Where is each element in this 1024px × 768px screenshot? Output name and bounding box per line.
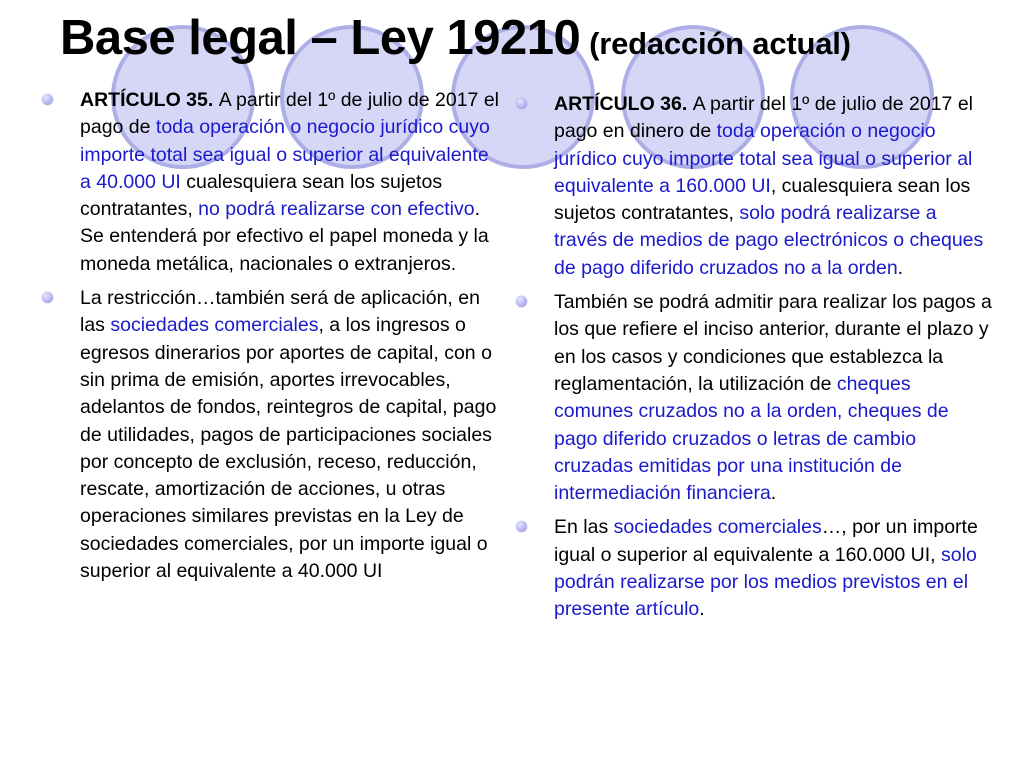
bullet-text: También se podrá admitir para realizar los pagos a los que refiere el inciso anterior, durante el plazo y en los casos y condiciones que establezca la reglamentación, la utilización de	[554, 291, 992, 395]
bullet-dot-icon	[42, 292, 53, 303]
bullet-articulo-35	[38, 87, 503, 278]
bullet-text: . Se entenderá por efectivo el papel moneda y la moneda metálica, nacionales o extranjeros.	[80, 198, 489, 275]
bullet-text: A partir del 1º de julio de 2017 el pago en dinero de	[554, 93, 973, 143]
highlighted-text: solo podrá realizarse a través de medios de pago electrónicos o cheques de pago diferido cruzados no a la orden	[554, 202, 984, 279]
slide-title-sub: (redacción actual)	[589, 26, 851, 61]
highlighted-text: sociedades comerciales	[613, 516, 822, 539]
highlighted-text: no podrá realizarse con efectivo	[198, 198, 475, 221]
bullet-dot-icon	[42, 94, 53, 105]
highlighted-text: toda operación o negocio jurídico cuyo importe total sea igual o superior al equivalente a 40.000 UI	[80, 116, 490, 193]
right-column	[512, 91, 992, 631]
right-bullet-list	[512, 91, 992, 624]
highlighted-text: solo podrán realizarse por los medios previstos en el presente artículo	[554, 543, 977, 621]
bullet-text: .	[770, 482, 777, 505]
highlighted-text: cheques comunes cruzados no a la orden, cheques de pago diferido cruzados o letras de cambio cruzadas emitidas por una institución de intermediación financiera	[554, 372, 949, 505]
bullet-dot-icon	[516, 521, 527, 532]
bullet-text: En las	[554, 516, 614, 539]
left-bullet-list	[38, 87, 503, 585]
bullet-articulo-36	[512, 91, 992, 282]
slide-title-main: Base legal – Ley 19210	[60, 11, 581, 65]
bullet-text: La restricción…también será de aplicación, en las	[80, 287, 480, 337]
article-heading: ARTÍCULO 35.	[80, 89, 219, 111]
bullet-restriccion	[38, 285, 503, 585]
bullet-tambien	[512, 289, 992, 507]
slide-title	[60, 11, 851, 65]
bullet-text: , cualesquiera sean los sujetos contratantes,	[554, 174, 971, 225]
highlighted-text: sociedades comerciales	[110, 314, 319, 337]
bullet-dot-icon	[516, 296, 527, 307]
bullet-text: …, por un importe igual o superior al equivalente a 160.000 UI,	[554, 516, 978, 566]
bullet-sociedades	[512, 514, 992, 623]
bullet-text: cualesquiera sean los sujetos contratantes,	[80, 170, 443, 221]
bullet-dot-icon	[516, 98, 527, 109]
highlighted-text: toda operación o negocio jurídico cuyo importe total sea igual o superior al equivalente a 160.000 UI	[554, 120, 973, 197]
article-heading: ARTÍCULO 36.	[554, 93, 693, 115]
left-column	[38, 87, 503, 592]
bullet-text: .	[699, 598, 705, 621]
bullet-text: A partir del 1º de julio de 2017 el pago de	[80, 89, 499, 139]
bullet-text: .	[897, 256, 904, 279]
bullet-text: , a los ingresos o egresos dinerarios por aportes de capital, con o sin prima de emisión, aportes irrevocables, adelantos de fondos, reintegros de capital, pago de utilidades, pagos de participaciones sociales por concepto de exclusión, receso, reducción, rescate, amortización de acciones, u otras operaciones similares previstas en la Ley de sociedades comerciales, por un importe igual o superior al equivalente a 40.000 UI	[80, 314, 497, 583]
